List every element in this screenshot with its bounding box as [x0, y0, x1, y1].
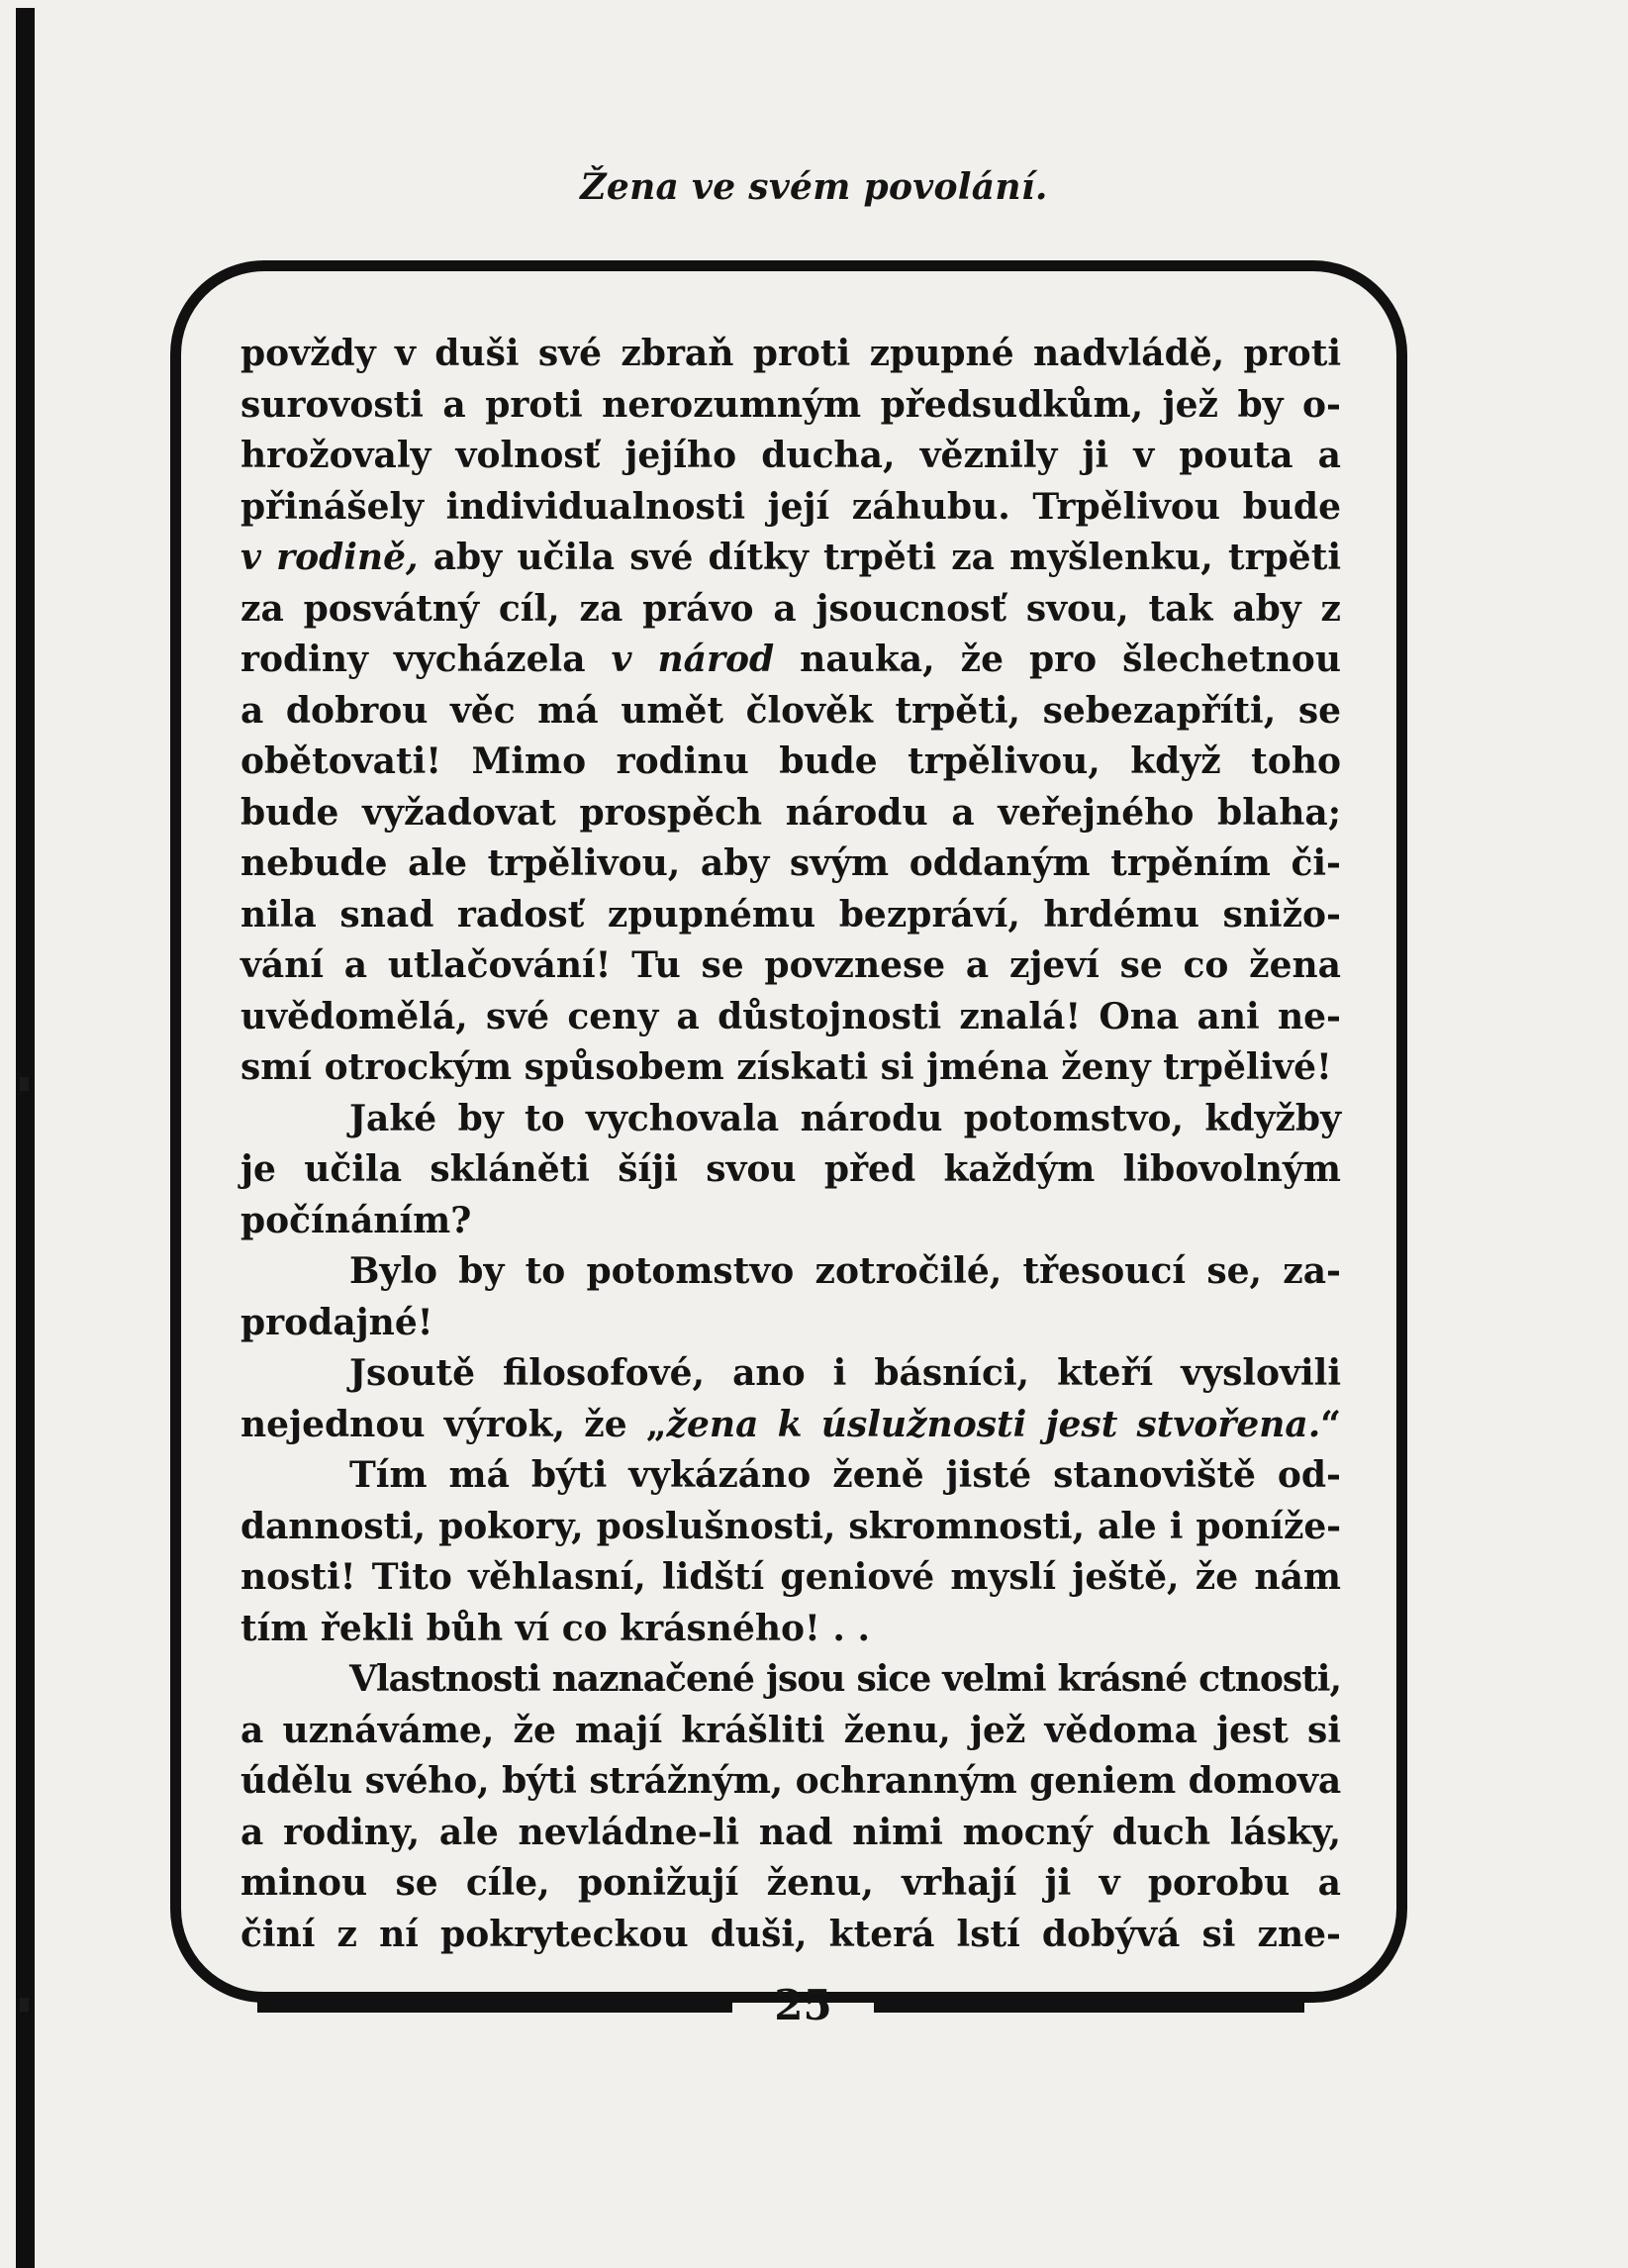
body-text	[240, 329, 1341, 1960]
page-number: 25	[774, 1981, 832, 2029]
binding-mark	[20, 1077, 29, 1091]
text-line: Jaké by to vychovala národu potomstvo, kdyžby	[349, 1097, 1341, 1139]
text-line: dannosti, pokory, poslušnosti, skromnosti, ale i poníže-	[240, 1505, 1341, 1547]
text-line: uvědomělá, své ceny a důstojnosti znalá! Ona ani ne-	[240, 995, 1341, 1037]
text-line: nosti! Tito věhlasní, lidští geniové myslí ještě, že nám	[240, 1556, 1341, 1598]
text-segment: nejednou výrok, že „	[240, 1403, 667, 1445]
text-line: obětovati! Mimo rodinu bude trpělivou, když toho	[240, 740, 1341, 782]
text-line: a rodiny, ale nevládne-li nad nimi mocný duch lásky,	[240, 1811, 1341, 1853]
emphasized-text: žena k úslužnosti jest stvořena.	[666, 1403, 1321, 1445]
left-binding-edge	[16, 8, 35, 2268]
text-line	[240, 533, 1341, 584]
text-line: bude vyžadovat prospěch národu a veřejného blaha;	[240, 791, 1341, 834]
emphasized-text: v národ	[611, 639, 775, 680]
text-line: počínáním?	[240, 1199, 472, 1241]
text-line: Bylo by to potomstvo zotročilé, třesoucí se, za-	[349, 1250, 1341, 1292]
text-line: za posvátný cíl, za právo a jsoucnosť svou, tak aby z	[240, 587, 1341, 630]
text-line: údělu svého, býti strážným, ochranným geniem domova	[240, 1760, 1341, 1802]
text-segment: nauka, že pro šlechetnou	[774, 639, 1341, 680]
text-line: minou se cíle, ponižují ženu, vrhají ji v porobu a	[240, 1862, 1341, 1904]
footer-rule-left	[257, 2002, 732, 2013]
text-segment: rodiny vycházela	[240, 639, 612, 680]
text-line: Vlastnosti naznačené jsou sice velmi krásné ctnosti,	[349, 1658, 1341, 1700]
text-line: Jsoutě filosofové, ano i básníci, kteří vyslovili	[349, 1352, 1341, 1394]
text-line: nebude ale trpělivou, aby svým oddaným trpěním či-	[240, 842, 1341, 884]
text-line: surovosti a proti nerozumným předsudkům, jež by o-	[240, 383, 1341, 426]
running-head: Žena ve svém povolání.	[580, 166, 1048, 208]
text-line	[240, 1400, 1341, 1451]
text-segment: aby učila své dítky trpěti za myšlenku, trpěti	[418, 537, 1341, 578]
text-line: povždy v duši své zbraň proti zpupné nadvládě, proti	[240, 333, 1341, 374]
text-line: činí z ní pokryteckou duši, která lstí dobývá si zne-	[240, 1913, 1341, 1955]
text-segment: “	[1320, 1403, 1341, 1445]
text-line: a uznáváme, že mají krášliti ženu, jež vědoma jest si	[240, 1709, 1341, 1751]
footer-rule-right	[874, 2002, 1304, 2013]
binding-mark	[20, 1998, 29, 2012]
text-line: přinášely individualnosti její záhubu. Trpělivou bude	[240, 485, 1341, 528]
text-line	[240, 635, 1341, 686]
text-line: hrožovaly volnosť jejího ducha, věznily ji v pouta a	[240, 435, 1341, 476]
text-line: tím řekli bůh ví co krásného! . .	[240, 1607, 870, 1649]
text-line: a dobrou věc má umět člověk trpěti, sebezapříti, se	[240, 689, 1341, 732]
text-line: je učila skláněti šíji svou před každým libovolným	[240, 1148, 1341, 1190]
text-line: Tím má býti vykázáno ženě jisté stanoviště od-	[349, 1454, 1341, 1496]
emphasized-text: v rodině,	[240, 537, 419, 578]
text-line: prodajné!	[240, 1301, 433, 1343]
text-line: smí otrockým spůsobem získati si jména ženy trpělivé!	[240, 1046, 1332, 1088]
text-line: vání a utlačování! Tu se povznese a zjeví se co žena	[240, 944, 1341, 986]
text-line: nila snad radosť zpupnému bezpráví, hrdému snižo-	[240, 893, 1341, 936]
